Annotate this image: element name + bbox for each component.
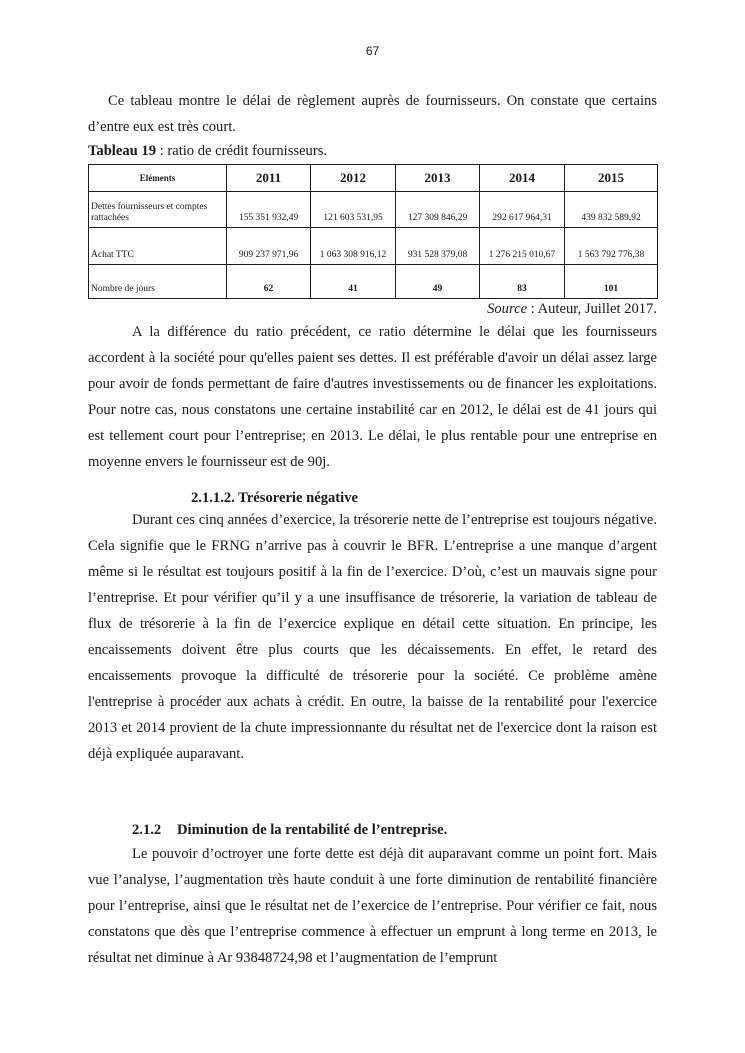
table-cell: 41 (311, 265, 396, 299)
table-cell: 83 (480, 265, 565, 299)
table-row (89, 265, 658, 299)
tresorerie-paragraph: Durant ces cinq années d’exercice, la trésorerie nette de l’entreprise est toujours négative. Cela signifie que le FRNG n’arrive pas à couvrir le BFR. L’entreprise a une manque d’argent même si le résultat est toujours positif à la fin de l’exercice. D’où, c’est un mauvais signe pour l’entreprise. Et pour vérifier qu’il y a une insuffisance de trésorerie, la variation de tableau de flux de trésorerie à la fin de l’exercice explique en détail cette situation. En principe, les encaissements doivent être plus courts que les décaissements. En effet, le retard des encaissements provoque la difficulté de trésorerie pour la société. Ce problème amène l'entreprise à procéder aux achats à crédit. En outre, la baisse de la rentabilité pour l'exercice 2013 et 2014 provient de la chute impressionnante du résultat net de l'exercice dont la raison est déjà expliquée auparavant. (88, 512, 657, 762)
table-cell: 1 063 308 916,12 (311, 228, 396, 265)
page-number: 67 (365, 44, 380, 58)
table-cell: 101 (565, 265, 658, 299)
table-row (89, 228, 658, 265)
table-cell: 127 309 846,29 (396, 192, 480, 228)
source-text: : Auteur, Juillet 2017. (527, 301, 657, 317)
section-number: 2.1.2 (132, 822, 162, 838)
document-body (88, 88, 657, 971)
table-cell: 931 528 379,08 (396, 228, 480, 265)
table-caption-text: : ratio de crédit fournisseurs. (156, 143, 328, 159)
table-header-cell: 2012 (311, 165, 396, 192)
table-header-cell: 2011 (227, 165, 311, 192)
section-heading-tresorerie: 2.1.1.2. Trésorerie négative (191, 490, 358, 506)
table-source (88, 299, 657, 319)
table-caption-label: Tableau 19 (88, 143, 156, 159)
table-header-cell: Eléments (89, 165, 227, 192)
table-cell: 439 832 589,92 (565, 192, 658, 228)
row-label: Dettes fournisseurs et comptes rattachées (89, 192, 227, 228)
table-caption (88, 140, 657, 162)
ratio-paragraph: A la différence du ratio précédent, ce ratio détermine le délai que les fournisseurs accordent à la société pour qu'elles paient ses dettes. Il est préférable d'avoir un délai assez large pour avoir de fonds permettant de faire d'autres investissements ou de financer les exploitations. Pour notre cas, nous constatons une certaine instabilité car en 2012, le délai est de 41 jours qui est tellement court pour l’entreprise; en 2013. Le délai, le plus rentable pour une entreprise en moyenne envers le fournisseur est de 90j. (88, 324, 657, 470)
table-header-row (89, 165, 658, 192)
row-label: Achat TTC (89, 228, 227, 265)
table-cell: 155 351 932,49 (227, 192, 311, 228)
table-header-cell: 2014 (480, 165, 565, 192)
table-cell: 292 617 964,31 (480, 192, 565, 228)
row-label: Nombre de jours (89, 265, 227, 299)
source-label: Source (487, 301, 528, 317)
table-cell: 49 (396, 265, 480, 299)
table-header-cell: 2013 (396, 165, 480, 192)
table-header-cell: 2015 (565, 165, 658, 192)
table-cell: 909 237 971,96 (227, 228, 311, 265)
table-cell: 1 276 215 010,67 (480, 228, 565, 265)
table-cell: 1 563 792 776,38 (565, 228, 658, 265)
rentabilite-paragraph: Le pouvoir d’octroyer une forte dette est déjà dit auparavant comme un point fort. Mais vue l’analyse, l’augmentation très haute conduit à une forte diminution de rentabilité financière pour l’entreprise, ainsi que le résultat net de l’exercice de l’entreprise. Pour vérifier ce fait, nous constatons que dès que l’entreprise commence à effectuer un emprunt à long terme en 2013, le résultat net diminue à Ar 93848724,98 et l’augmentation de l’emprunt (88, 846, 657, 966)
table-cell: 121 603 531,95 (311, 192, 396, 228)
supplier-credit-ratio-table (88, 164, 658, 299)
section-heading-rentabilite (132, 819, 657, 841)
section-title: Diminution de la rentabilité de l’entreprise. (177, 822, 448, 838)
table-cell: 62 (227, 265, 311, 299)
intro-paragraph: Ce tableau montre le délai de règlement auprès de fournisseurs. On constate que certains d’entre eux est très court. (88, 93, 657, 135)
table-row (89, 192, 658, 228)
